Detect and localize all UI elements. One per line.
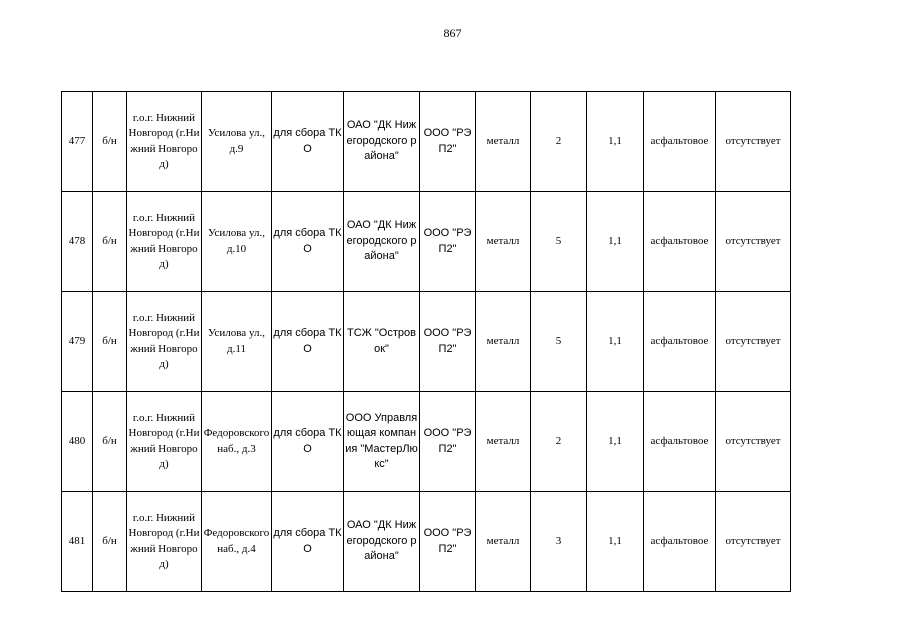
registry-number-cell: б/н xyxy=(93,492,127,592)
container-count-cell: 3 xyxy=(531,492,587,592)
material-cell: металл xyxy=(476,392,531,492)
locality-cell: г.о.г. Нижний Новгород (г.Нижний Новгород) xyxy=(127,92,202,192)
address-cell: Федоровского наб., д.3 xyxy=(202,392,272,492)
table-row xyxy=(62,292,791,392)
owner-cell: ТСЖ "Островок" xyxy=(344,292,420,392)
container-count-cell: 5 xyxy=(531,292,587,392)
container-volume-cell: 1,1 xyxy=(587,92,644,192)
purpose-cell: для сбора ТКО xyxy=(272,492,344,592)
owner-cell: ООО Управляющая компания "МастерЛюкс" xyxy=(344,392,420,492)
fence-cell: отсутствует xyxy=(716,192,791,292)
table-row xyxy=(62,392,791,492)
locality-cell: г.о.г. Нижний Новгород (г.Нижний Новгород) xyxy=(127,492,202,592)
material-cell: металл xyxy=(476,292,531,392)
operator-cell: ООО "РЭП2" xyxy=(420,392,476,492)
registry-number-cell: б/н xyxy=(93,92,127,192)
owner-cell: ОАО "ДК Нижегородского района" xyxy=(344,92,420,192)
registry-number-cell: б/н xyxy=(93,392,127,492)
purpose-cell: для сбора ТКО xyxy=(272,92,344,192)
address-cell: Федоровского наб., д.4 xyxy=(202,492,272,592)
material-cell: металл xyxy=(476,192,531,292)
registry-number-cell: б/н xyxy=(93,192,127,292)
operator-cell: ООО "РЭП2" xyxy=(420,492,476,592)
operator-cell: ООО "РЭП2" xyxy=(420,192,476,292)
address-cell: Усилова ул., д.11 xyxy=(202,292,272,392)
surface-cell: асфальтовое xyxy=(644,292,716,392)
waste-sites-table xyxy=(61,91,791,592)
container-count-cell: 2 xyxy=(531,392,587,492)
locality-cell: г.о.г. Нижний Новгород (г.Нижний Новгород) xyxy=(127,192,202,292)
row-number-cell: 480 xyxy=(62,392,93,492)
owner-cell: ОАО "ДК Нижегородского района" xyxy=(344,492,420,592)
locality-cell: г.о.г. Нижний Новгород (г.Нижний Новгород) xyxy=(127,392,202,492)
address-cell: Усилова ул., д.9 xyxy=(202,92,272,192)
surface-cell: асфальтовое xyxy=(644,392,716,492)
container-volume-cell: 1,1 xyxy=(587,392,644,492)
surface-cell: асфальтовое xyxy=(644,192,716,292)
purpose-cell: для сбора ТКО xyxy=(272,392,344,492)
container-count-cell: 5 xyxy=(531,192,587,292)
container-count-cell: 2 xyxy=(531,92,587,192)
locality-cell: г.о.г. Нижний Новгород (г.Нижний Новгород) xyxy=(127,292,202,392)
row-number-cell: 477 xyxy=(62,92,93,192)
operator-cell: ООО "РЭП2" xyxy=(420,92,476,192)
address-cell: Усилова ул., д.10 xyxy=(202,192,272,292)
owner-cell: ОАО "ДК Нижегородского района" xyxy=(344,192,420,292)
purpose-cell: для сбора ТКО xyxy=(272,292,344,392)
surface-cell: асфальтовое xyxy=(644,92,716,192)
fence-cell: отсутствует xyxy=(716,492,791,592)
table-row xyxy=(62,192,791,292)
container-volume-cell: 1,1 xyxy=(587,492,644,592)
purpose-cell: для сбора ТКО xyxy=(272,192,344,292)
row-number-cell: 479 xyxy=(62,292,93,392)
surface-cell: асфальтовое xyxy=(644,492,716,592)
material-cell: металл xyxy=(476,92,531,192)
page-number: 867 xyxy=(443,26,462,40)
fence-cell: отсутствует xyxy=(716,292,791,392)
container-volume-cell: 1,1 xyxy=(587,292,644,392)
registry-number-cell: б/н xyxy=(93,292,127,392)
fence-cell: отсутствует xyxy=(716,392,791,492)
operator-cell: ООО "РЭП2" xyxy=(420,292,476,392)
table-row xyxy=(62,492,791,592)
row-number-cell: 481 xyxy=(62,492,93,592)
table-row xyxy=(62,92,791,192)
container-volume-cell: 1,1 xyxy=(587,192,644,292)
material-cell: металл xyxy=(476,492,531,592)
row-number-cell: 478 xyxy=(62,192,93,292)
table-body xyxy=(62,92,791,592)
fence-cell: отсутствует xyxy=(716,92,791,192)
